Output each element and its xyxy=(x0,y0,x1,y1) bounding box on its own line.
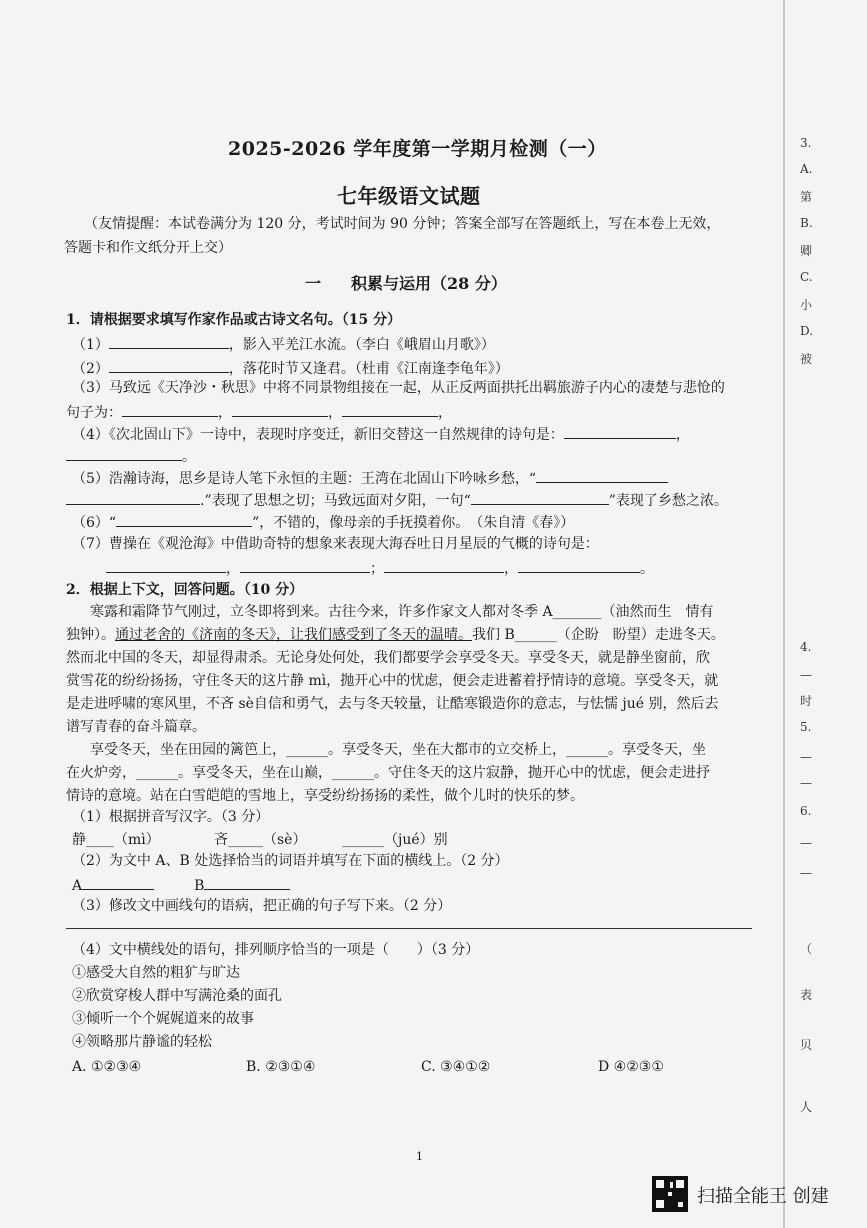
answer-blank[interactable] xyxy=(240,558,370,573)
q1-item-4-line-2 xyxy=(66,446,196,467)
answer-blank[interactable] xyxy=(518,558,640,573)
q1-item-7-end: 。 xyxy=(640,561,654,577)
q1-item-1-text: ，影入平羌江水流。（李白《峨眉山月歌》） xyxy=(228,337,495,353)
q1-item-2-text: ，落花时节又逢君。（杜甫《江南逢李龟年》） xyxy=(228,361,509,377)
q2-sub-1-a: 静____（mì） xyxy=(72,832,160,848)
answer-blank[interactable] xyxy=(66,446,182,461)
section-number: 一 xyxy=(305,274,322,293)
q1-item-1 xyxy=(72,334,495,355)
answer-blank[interactable] xyxy=(116,512,252,527)
q1-item-3-sep-1: ， xyxy=(218,405,232,421)
answer-blank[interactable] xyxy=(536,468,668,483)
q1-item-7-sep-1: ， xyxy=(226,561,240,577)
option-item: ③倾听一个个娓娓道来的故事 xyxy=(72,1011,254,1027)
answer-b-label: B xyxy=(194,878,205,894)
q1-item-5-line-2 xyxy=(66,490,728,511)
q1-item-5-line-1 xyxy=(72,468,668,489)
q1-item-5-mid: .”表现了思想之切；马致远面对夕阳，一句“ xyxy=(200,493,471,509)
passage-line xyxy=(66,625,725,645)
q1-item-2 xyxy=(72,358,509,379)
q1-item-7-line-1: （7）曹操在《观沧海》中借助奇特的想象来表现大海吞吐日月星辰的气概的诗句是： xyxy=(72,536,599,552)
q1-item-7-sep-3: ， xyxy=(504,561,518,577)
exam-title: 2025-2026 学年度第一学期月检测（一） xyxy=(228,138,607,160)
answer-blank[interactable] xyxy=(471,490,609,505)
passage-line: 谱写青春的奋斗篇章。 xyxy=(66,719,206,735)
page-fold-shadow xyxy=(783,0,785,1228)
edge-fragment: 3. xyxy=(800,136,812,150)
q1-item-4-end: 。 xyxy=(182,449,196,465)
q2-sub-1: （1）根据拼音写汉字。（3 分） xyxy=(72,809,270,825)
passage-line: 赏雪花的纷纷扬扬，守住冬天的这片静 mì，抛开心中的忧虑，便会走进蓄着抒情诗的意境。享受冬天，就 xyxy=(66,673,719,689)
edge-fragment: 第 xyxy=(800,190,813,204)
q1-item-3-sep-2: ， xyxy=(328,405,342,421)
edge-fragment: 人 xyxy=(800,1100,813,1114)
q1-item-6-num: （6）“ xyxy=(72,515,117,531)
q2-stem: 2．根据上下文，回答问题。（10 分） xyxy=(66,582,304,598)
q2-sub-2-answers xyxy=(72,875,290,896)
edge-fragment: B. xyxy=(800,216,813,230)
edge-fragment: 卿 xyxy=(800,244,813,258)
option-item: ①感受大自然的粗犷与旷达 xyxy=(72,965,240,981)
q1-item-7-sep-2: ； xyxy=(370,561,384,577)
q1-item-6-text: ”，不错的，像母亲的手抚摸着你。 （朱自清《春》） xyxy=(252,515,575,531)
passage-line: 情诗的意境。站在白雪皑皑的雪地上，享受纷纷扬扬的柔性，做个儿时的快乐的梦。 xyxy=(66,788,584,804)
choice-a[interactable]: A. ①②③④ xyxy=(72,1059,142,1075)
q1-item-4-sep: ， xyxy=(675,427,690,443)
q1-item-5-end: ”表现了乡愁之浓。 xyxy=(608,493,728,509)
q1-item-3-end: ， xyxy=(438,405,452,421)
answer-a-label: A xyxy=(72,878,83,894)
qr-code-icon xyxy=(652,1176,688,1212)
page-number: 1 xyxy=(416,1150,423,1163)
edge-fragment: C. xyxy=(800,270,813,284)
edge-fragment: A. xyxy=(800,162,813,176)
q1-item-3-line-1: （3）马致远《天净沙・秋思》中将不同景物组接在一起，从正反两面拱托出羁旅游子内心的凄楚与悲怆的 xyxy=(72,380,725,396)
answer-blank[interactable] xyxy=(232,402,328,417)
edge-fragment: D. xyxy=(800,324,814,338)
q2-sub-1-c: ______（jué）别 xyxy=(342,832,448,848)
q1-item-4-line-1 xyxy=(72,424,690,445)
section-title: 积累与运用（28 分） xyxy=(351,274,507,293)
exam-notice-line-1: （友情提醒：本试卷满分为 120 分，考试时间为 90 分钟；答案全部写在答题纸上，写在本卷上无效， xyxy=(84,216,721,232)
edge-fragment: — xyxy=(800,776,812,790)
edge-fragment: 被 xyxy=(800,352,813,366)
q1-item-1-num: （1） xyxy=(72,337,109,353)
option-item: ②欣赏穿梭人群中写满沧桑的面孔 xyxy=(72,988,282,1004)
exam-notice-line-2: 答题卡和作文纸分开上交） xyxy=(64,240,232,256)
answer-blank[interactable] xyxy=(82,875,154,890)
answer-blank[interactable] xyxy=(66,490,200,505)
edge-fragment: — xyxy=(800,668,812,682)
edge-fragment: — xyxy=(800,866,812,880)
q1-item-5-text: （5）浩瀚诗海，思乡是诗人笔下永恒的主题：王湾在北固山下吟咏乡愁，“ xyxy=(72,471,537,487)
edge-fragment: 4. xyxy=(800,640,812,654)
edge-fragment: 5. xyxy=(800,720,812,734)
q1-item-4-text: （4）《次北固山下》一诗中，表现时序变迁，新旧交替这一自然规律的诗句是： xyxy=(72,427,564,443)
answer-blank[interactable] xyxy=(384,558,504,573)
choice-b[interactable]: B. ②③①④ xyxy=(246,1059,316,1075)
edge-fragment: — xyxy=(800,750,812,764)
q1-item-2-num: （2） xyxy=(72,361,109,377)
answer-line[interactable] xyxy=(66,928,752,929)
q2-sub-3: （3）修改文中画线句的语病，把正确的句子写下来。（2 分） xyxy=(72,898,452,914)
answer-blank[interactable] xyxy=(122,402,218,417)
edge-fragment: 贝 xyxy=(800,1038,813,1052)
underlined-sentence: 通过老舍的《济南的冬天》，让我们感受到了冬天的温晴。 xyxy=(115,627,472,643)
option-item: ④领略那片静谧的轻松 xyxy=(72,1034,212,1050)
choice-d[interactable]: D ④②③① xyxy=(598,1059,664,1075)
q2-sub-2: （2）为文中 A、B 处选择恰当的词语并填写在下面的横线上。（2 分） xyxy=(72,853,509,869)
q1-item-6 xyxy=(72,512,574,533)
edge-fragment: — xyxy=(800,836,812,850)
answer-blank[interactable] xyxy=(106,558,226,573)
q1-item-3-prefix: 句子为： xyxy=(66,405,122,421)
passage-text: 我们 B______（企盼 盼望）走进冬天。 xyxy=(472,627,725,643)
passage-line: 是走进呼啸的寒风里，不吝 sè自信和勇气，去与冬天较量，让酷寒锻造你的意志，与怯懦 jué 别，然后去 xyxy=(66,696,719,712)
edge-fragment: （ xyxy=(800,942,813,956)
answer-blank[interactable] xyxy=(109,358,229,373)
q2-sub-4: （4）文中横线处的语句，排列顺序恰当的一项是（ ）（3 分） xyxy=(72,942,480,958)
answer-blank[interactable] xyxy=(564,424,676,439)
edge-fragment: 小 xyxy=(800,298,813,312)
passage-line: 享受冬天，坐在田园的篱笆上，______。享受冬天，坐在大都市的立交桥上，______。享受冬天，坐 xyxy=(90,742,706,758)
q1-item-3-line-2 xyxy=(66,402,452,423)
answer-blank[interactable] xyxy=(342,402,438,417)
choice-c[interactable]: C. ③④①② xyxy=(421,1059,491,1075)
q1-item-7-line-2 xyxy=(106,558,654,579)
passage-line: 然而北中国的冬天，却显得肃杀。无论身处何处，我们都要学会享受冬天。享受冬天，就是静坐窗前，欣 xyxy=(66,650,710,666)
answer-blank[interactable] xyxy=(109,334,229,349)
passage-text: 独钟）。 xyxy=(66,627,115,643)
exam-subtitle: 七年级语文试题 xyxy=(337,184,481,208)
answer-blank[interactable] xyxy=(204,875,290,890)
passage-line: 在火炉旁，______。享受冬天，坐在山巅，______。守住冬天的这片寂静，抛开心中的忧虑，便会走进抒 xyxy=(66,765,710,781)
edge-fragment: 时 xyxy=(800,694,813,708)
q1-stem: 1．请根据要求填写作家作品或古诗文名句。（15 分） xyxy=(66,312,402,328)
scanner-watermark: 扫描全能王 创建 xyxy=(697,1186,829,1207)
passage-line: 寒露和霜降节气刚过，立冬即将到来。古往今来，许多作家文人都对冬季 A_______（油然而生 情有 xyxy=(90,604,714,620)
q2-sub-1-b: 吝_____（sè） xyxy=(214,832,307,848)
edge-fragment: 6. xyxy=(800,804,812,818)
edge-fragment: 表 xyxy=(800,988,813,1002)
